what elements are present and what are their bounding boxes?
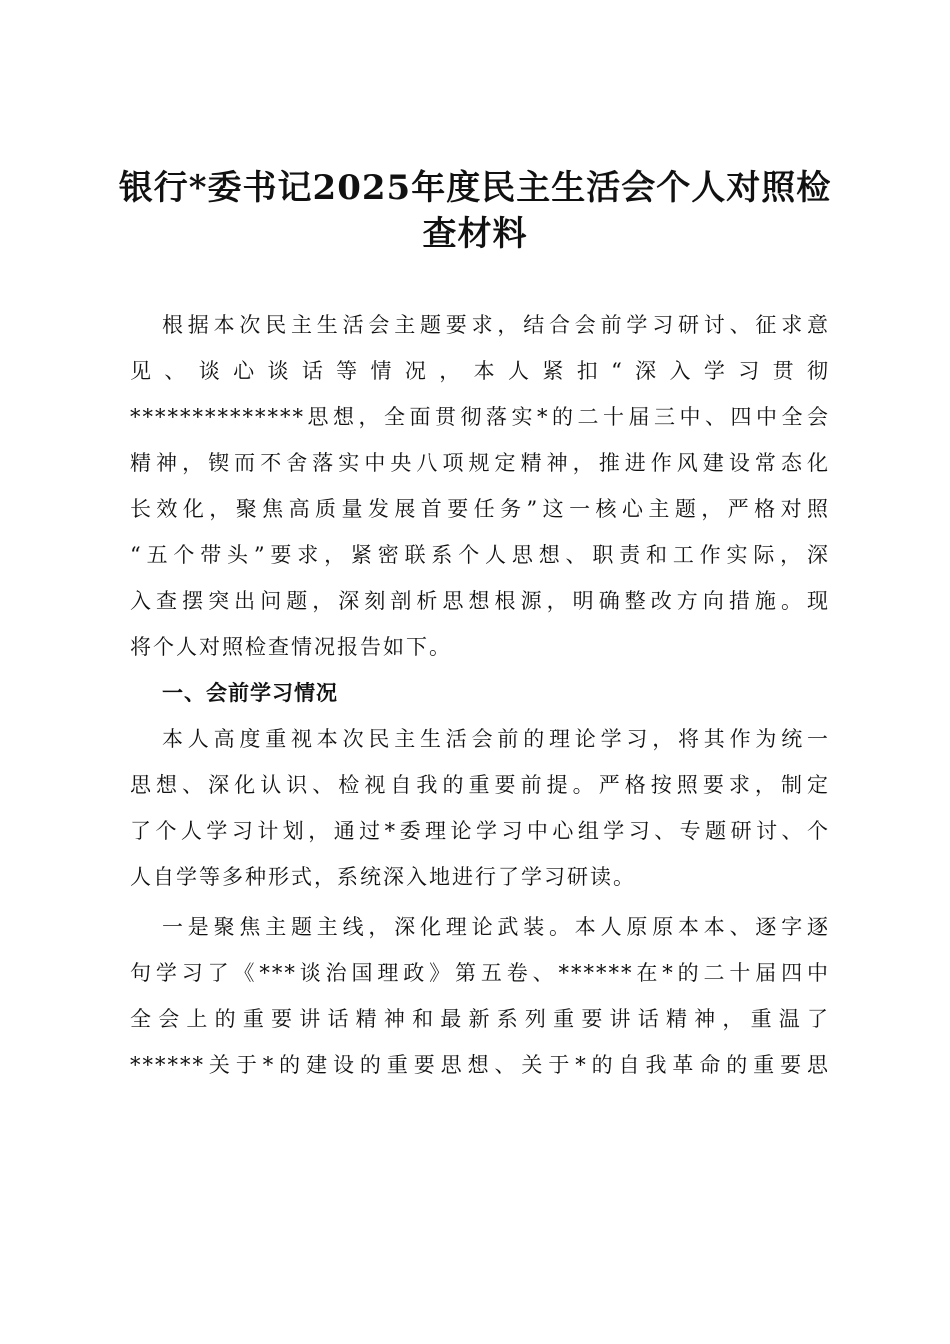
- paragraph-line: “五个带头”要求，紧密联系个人思想、职责和工作实际，深: [130, 543, 830, 567]
- paragraph-line: 全会上的重要讲话精神和最新系列重要讲话精神，重温了: [130, 1007, 830, 1031]
- paragraph-line: 一是聚焦主题主线，深化理论武装。本人原原本本、逐字逐: [162, 915, 830, 939]
- section1-paragraph-1: [130, 716, 830, 900]
- section1-paragraph-2: [130, 904, 830, 1088]
- paragraph-line: 精神，锲而不舍落实中央八项规定精神，推进作风建设常态化: [130, 451, 830, 475]
- title-line-2: 查材料: [422, 214, 528, 254]
- paragraph-line: 思想、深化认识、检视自我的重要前提。严格按照要求，制定: [130, 773, 830, 797]
- paragraph-line: 了个人学习计划，通过*委理论学习中心组学习、专题研讨、个: [130, 819, 830, 843]
- paragraph-line: 本人高度重视本次民主生活会前的理论学习，将其作为统一: [162, 727, 830, 751]
- paragraph-line: 将个人对照检查情况报告如下。: [130, 635, 452, 659]
- paragraph-line: 见、谈心谈话等情况，本人紧扣“深入学习贯彻: [130, 359, 830, 383]
- paragraph-line: 长效化，聚焦高质量发展首要任务”这一核心主题，严格对照: [130, 497, 830, 521]
- section-heading-1: 一、会前学习情况: [162, 681, 338, 705]
- paragraph-line: 入查摆突出问题，深刻剖析思想根源，明确整改方向措施。现: [130, 589, 830, 613]
- paragraph-line: 句学习了《***谈治国理政》第五卷、******在*的二十届四中: [130, 961, 830, 985]
- title-line-1: 银行*委书记2025年度民主生活会个人对照检: [118, 168, 832, 208]
- paragraph-line: ******关于*的建设的重要思想、关于*的自我革命的重要思: [130, 1053, 830, 1077]
- intro-paragraph: [130, 302, 830, 670]
- document-title: [118, 165, 832, 257]
- paragraph-line: 人自学等多种形式，系统深入地进行了学习研读。: [130, 865, 636, 889]
- paragraph-line: 根据本次民主生活会主题要求，结合会前学习研讨、征求意: [162, 313, 830, 337]
- paragraph-line: **************思想，全面贯彻落实*的二十届三中、四中全会: [130, 405, 830, 429]
- document-body: [130, 302, 830, 1088]
